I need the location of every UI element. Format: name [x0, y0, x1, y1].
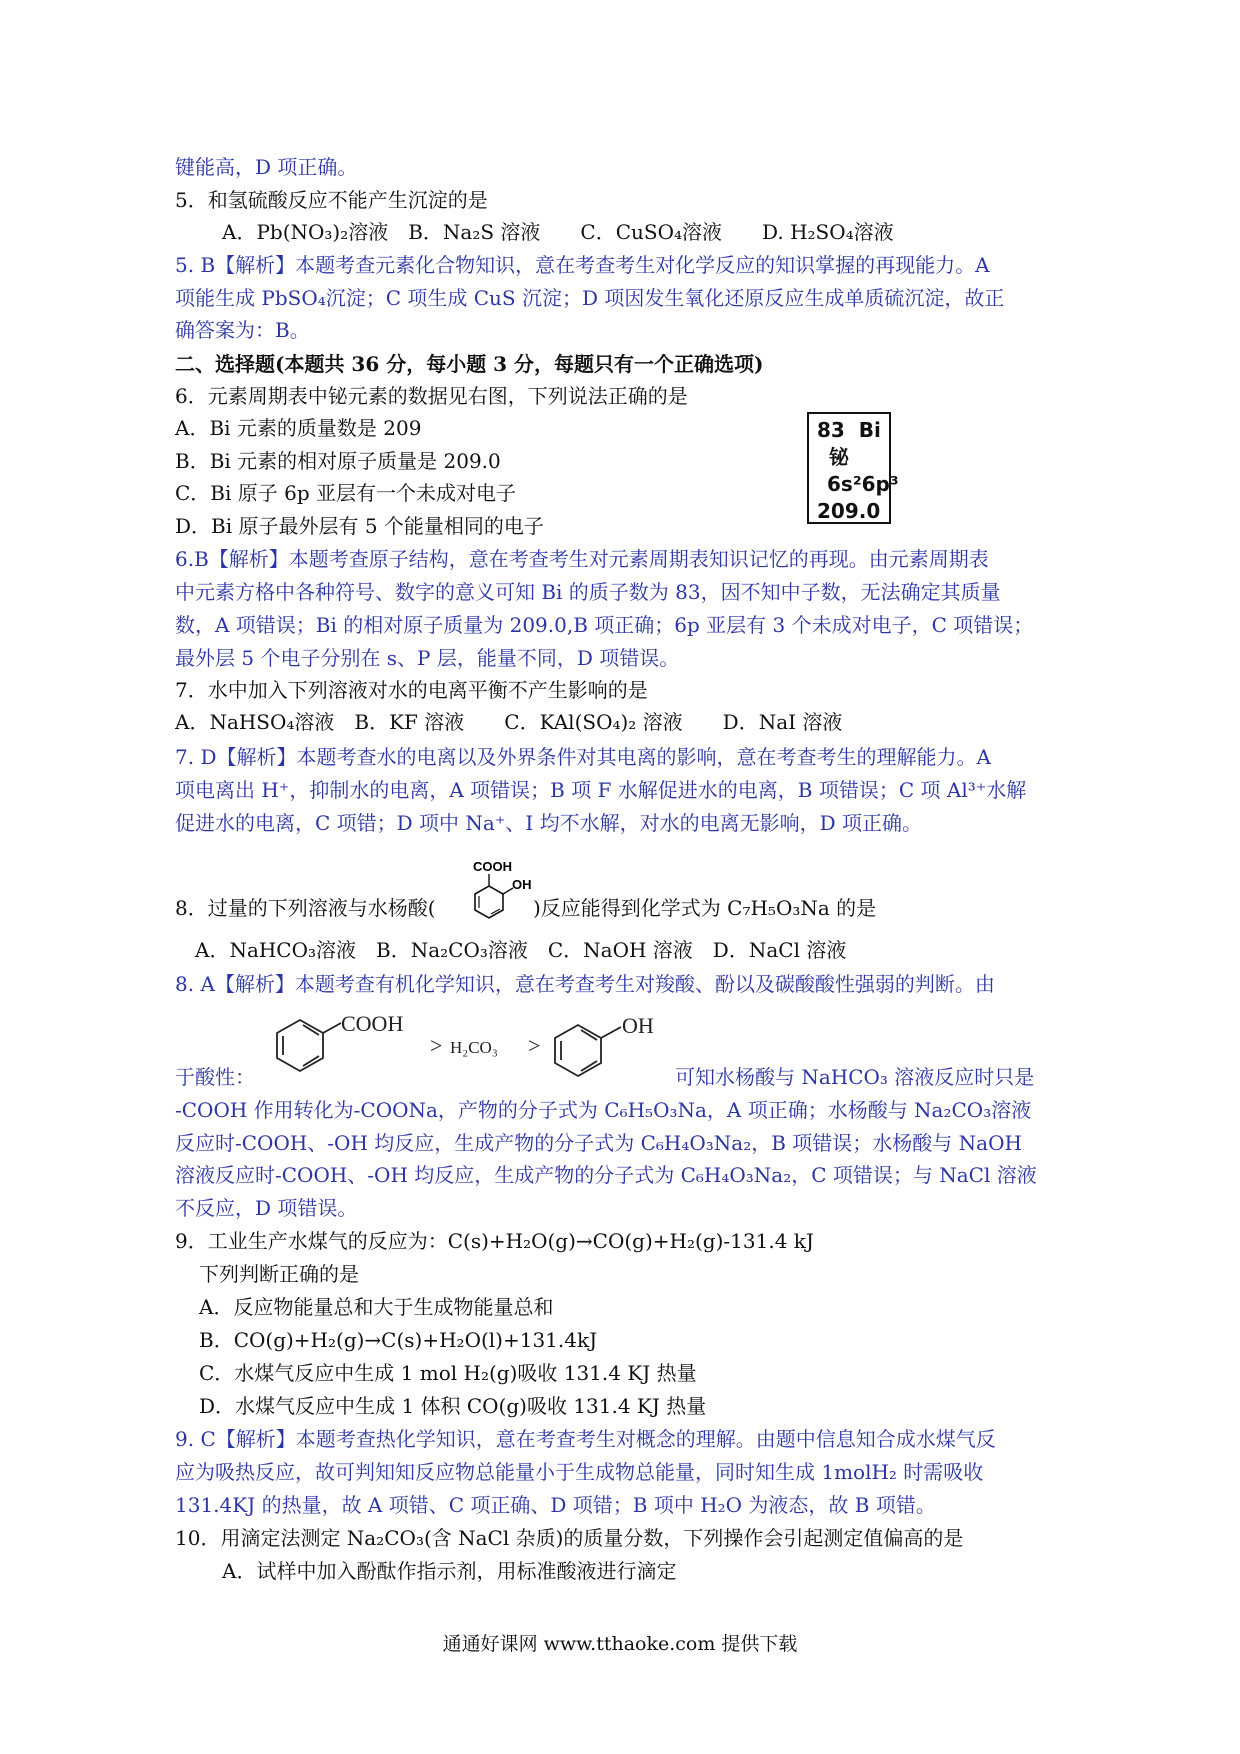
answer-9-line2: 应为吸热反应，故可判知知反应物总能量小于生成物总能量，同时知生成 1molH₂ 时需吸收	[175, 1460, 984, 1484]
salicylic-oh-label: OH	[512, 877, 532, 892]
answer-8-line2-suffix: 可知水杨酸与 NaHCO₃ 溶液反应时只是	[675, 1065, 1035, 1089]
answer-8-line1: 8. A【解析】本题考查有机化学知识，意在考查考生对羧酸、酚以及碳酸酸性强弱的判断。由	[175, 972, 995, 996]
answer-6-line2: 中元素方格中各种符号、数字的意义可知 Bi 的质子数为 83，因不知中子数，无法确定其质量	[175, 580, 1001, 604]
answer-7-line1: 7. D【解析】本题考查水的电离以及外界条件对其电离的影响，意在考查考生的理解能力。A	[175, 745, 991, 769]
answer-8-line3: -COOH 作用转化为-COONa，产物的分子式为 C₆H₅O₃Na，A 项正确；水杨酸与 Na₂CO₃溶液	[175, 1098, 1032, 1122]
answer-9-line3: 131.4KJ 的热量，故 A 项错、C 项正确、D 项错；B 项中 H₂O 为液态，故 B 项错。	[175, 1493, 936, 1517]
question-8-options: A．NaHCO₃溶液 B．Na₂CO₃溶液 C．NaOH 溶液 D．NaCl 溶液	[195, 938, 847, 962]
question-6-option-c: C．Bi 原子 6p 亚层有一个未成对电子	[175, 481, 516, 505]
acidity-comparison-figure	[265, 1003, 675, 1093]
answer-7-line3: 促进水的电离，C 项错；D 项中 Na⁺、I 均不水解，对水的电离无影响，D 项正确。	[175, 811, 923, 835]
question-9-option-a: A．反应物能量总和大于生成物能量总和	[199, 1295, 554, 1319]
acidity-h2co3-label: H₂CO₃	[450, 1038, 498, 1057]
electron-config: 6s²6p³	[827, 472, 899, 496]
page-footer: 通通好课网 www.tthaoke.com 提供下载	[442, 1633, 798, 1655]
question-6: 6．元素周期表中铋元素的数据见右图，下列说法正确的是	[175, 384, 688, 408]
answer-line: 键能高，D 项正确。	[175, 155, 358, 179]
answer-6-line4: 最外层 5 个电子分别在 s、P 层，能量不同，D 项错误。	[175, 646, 680, 670]
salicylic-cooh-label: COOH	[473, 859, 512, 874]
question-9-option-d: D．水煤气反应中生成 1 体积 CO(g)吸收 131.4 KJ 热量	[199, 1394, 707, 1418]
answer-9-line1: 9. C【解析】本题考查热化学知识，意在考查考生对概念的理解。由题中信息知合成水煤气反	[175, 1427, 996, 1451]
answer-8-line6: 不反应，D 项错误。	[175, 1196, 358, 1220]
question-6-option-a: A．Bi 元素的质量数是 209	[175, 416, 422, 440]
question-8-suffix: )反应能得到化学式为 C₇H₅O₃Na 的是	[533, 896, 877, 920]
question-7: 7．水中加入下列溶液对水的电离平衡不产生影响的是	[175, 678, 648, 702]
question-6-option-d: D．Bi 原子最外层有 5 个能量相同的电子	[175, 514, 544, 538]
answer-8-line5: 溶液反应时-COOH、-OH 均反应，生成产物的分子式为 C₆H₄O₃Na₂，C 项错误；与 NaCl 溶液	[175, 1163, 1037, 1187]
question-8-prefix: 8．过量的下列溶液与水杨酸(	[175, 896, 436, 920]
section-2-heading: 二、选择题(本题共 36 分，每小题 3 分，每题只有一个正确选项)	[175, 352, 764, 376]
greater-than-1: >	[430, 1033, 443, 1058]
question-9-option-c: C．水煤气反应中生成 1 mol H₂(g)吸收 131.4 KJ 热量	[199, 1361, 697, 1385]
answer-6-line3: 数，A 项错误；Bi 的相对原子质量为 209.0,B 项正确；6p 亚层有 3 个未成对电子，C 项错误；	[175, 613, 1034, 637]
element-box-bismuth	[807, 412, 899, 524]
question-6-option-b: B．Bi 元素的相对原子质量是 209.0	[175, 449, 501, 473]
greater-than-2: >	[528, 1033, 541, 1058]
answer-7-line2: 项电离出 H⁺，抑制水的电离，A 项错误；B 项 F 水解促进水的电离，B 项错误；C 项 Al³⁺水解	[175, 778, 1027, 802]
element-name: 铋	[829, 445, 849, 469]
answer-5-line2: 项能生成 PbSO₄沉淀；C 项生成 CuS 沉淀；D 项因发生氧化还原反应生成单质硫沉淀，故正	[175, 286, 1005, 310]
question-10: 10．用滴定法测定 Na₂CO₃(含 NaCl 杂质)的质量分数，下列操作会引起测定值偏高的是	[175, 1526, 964, 1550]
question-10-option-a: A．试样中加入酚酞作指示剂，用标准酸液进行滴定	[222, 1559, 677, 1583]
element-symbol: Bi	[858, 418, 881, 442]
salicylic-acid-structure	[455, 858, 535, 938]
question-9: 9．工业生产水煤气的反应为：C(s)+H₂O(g)→CO(g)+H₂(g)-131.4 kJ	[175, 1229, 814, 1253]
atomic-number: 83	[817, 418, 845, 442]
question-5-options: A．Pb(NO₃)₂溶液 B．Na₂S 溶液 C．CuSO₄溶液 D. H₂SO₄溶液	[222, 220, 894, 244]
acidity-cooh-label: COOH	[341, 1011, 404, 1036]
question-9-stem: 下列判断正确的是	[199, 1262, 359, 1286]
question-9-option-b: B．CO(g)+H₂(g)→C(s)+H₂O(l)+131.4kJ	[199, 1328, 598, 1352]
answer-6-line1: 6.B【解析】本题考查原子结构，意在考查考生对元素周期表知识记忆的再现。由元素周期表	[175, 547, 989, 571]
question-7-options: A．NaHSO₄溶液 B．KF 溶液 C．KAl(SO₄)₂ 溶液 D．NaI 溶液	[175, 710, 843, 734]
answer-8-line2-prefix: 于酸性：	[175, 1065, 255, 1089]
atomic-mass: 209.0	[817, 499, 881, 523]
question-5: 5．和氢硫酸反应不能产生沉淀的是	[175, 188, 488, 212]
answer-8-line4: 反应时-COOH、-OH 均反应，生成产物的分子式为 C₆H₄O₃Na₂，B 项错误；水杨酸与 NaOH	[175, 1131, 1022, 1155]
acidity-oh-label: OH	[622, 1013, 654, 1038]
answer-5-line1: 5. B【解析】本题考查元素化合物知识，意在考查考生对化学反应的知识掌握的再现能力。A	[175, 253, 990, 277]
answer-5-line3: 确答案为：B。	[175, 318, 310, 342]
